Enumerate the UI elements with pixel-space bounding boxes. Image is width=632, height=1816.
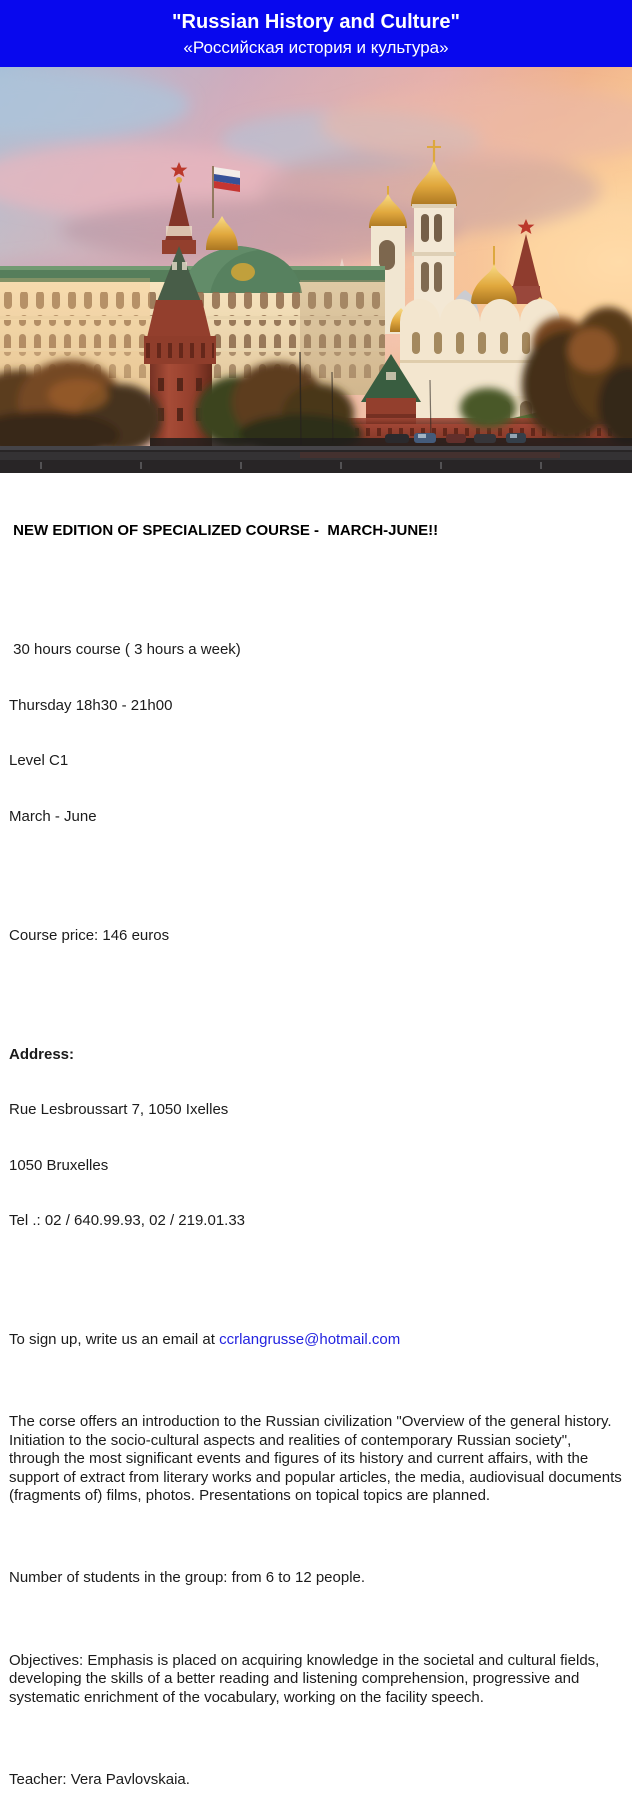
detail-period: March - June: [9, 807, 97, 825]
email-link[interactable]: ccrlangrusse@hotmail.com: [219, 1331, 401, 1348]
title-banner: [0, 0, 632, 67]
group-size: Number of students in the group: from 6 to 12 people.: [9, 1569, 366, 1587]
signup-line: [9, 1331, 622, 1350]
course-info: [0, 473, 632, 1816]
address-block: [9, 1009, 622, 1268]
page-subtitle-russian: «Российская история и культура»: [183, 38, 449, 57]
objectives: Objectives: Emphasis is placed on acquiring knowledge in the societal and cultural fields, developing the skills of a better reading and listening comprehension, progressive and systematic enrichment of the vocabulary, working on the facility speech.: [9, 1651, 604, 1706]
address-phone: Tel .: 02 / 640.99.93, 02 / 219.01.33: [9, 1212, 246, 1229]
signup-text: To sign up, write us an email at: [9, 1331, 220, 1348]
course-price: Course price: 146 euros: [9, 926, 170, 944]
course-description: The corse offers an introduction to the Russian civilization "Overview of the general history. Initiation to the socio-cultural aspects and realities of contemporary Russian society", through the most significant events and figures of its history and current affairs, with the support of extract from literary works and popular articles, the media, audiovisual documents (fragments of) films, photos. Presentations on topical topics are planned.: [9, 1413, 626, 1505]
kremlin-photo: [0, 67, 632, 473]
page-title: "Russian History and Culture": [172, 11, 460, 33]
teacher: Teacher: Vera Pavlovskaia.: [9, 1770, 190, 1788]
address-street: Rue Lesbroussart 7, 1050 Ixelles: [9, 1101, 229, 1118]
course-headline: NEW EDITION OF SPECIALIZED COURSE - MARCH-JUNE!!: [9, 522, 439, 539]
detail-level: Level C1: [9, 752, 69, 769]
course-details: [9, 604, 622, 863]
detail-schedule: Thursday 18h30 - 21h00: [9, 696, 173, 714]
address-label: Address:: [9, 1045, 75, 1063]
address-city: 1050 Bruxelles: [9, 1156, 109, 1174]
detail-hours: 30 hours course ( 3 hours a week): [9, 641, 241, 658]
